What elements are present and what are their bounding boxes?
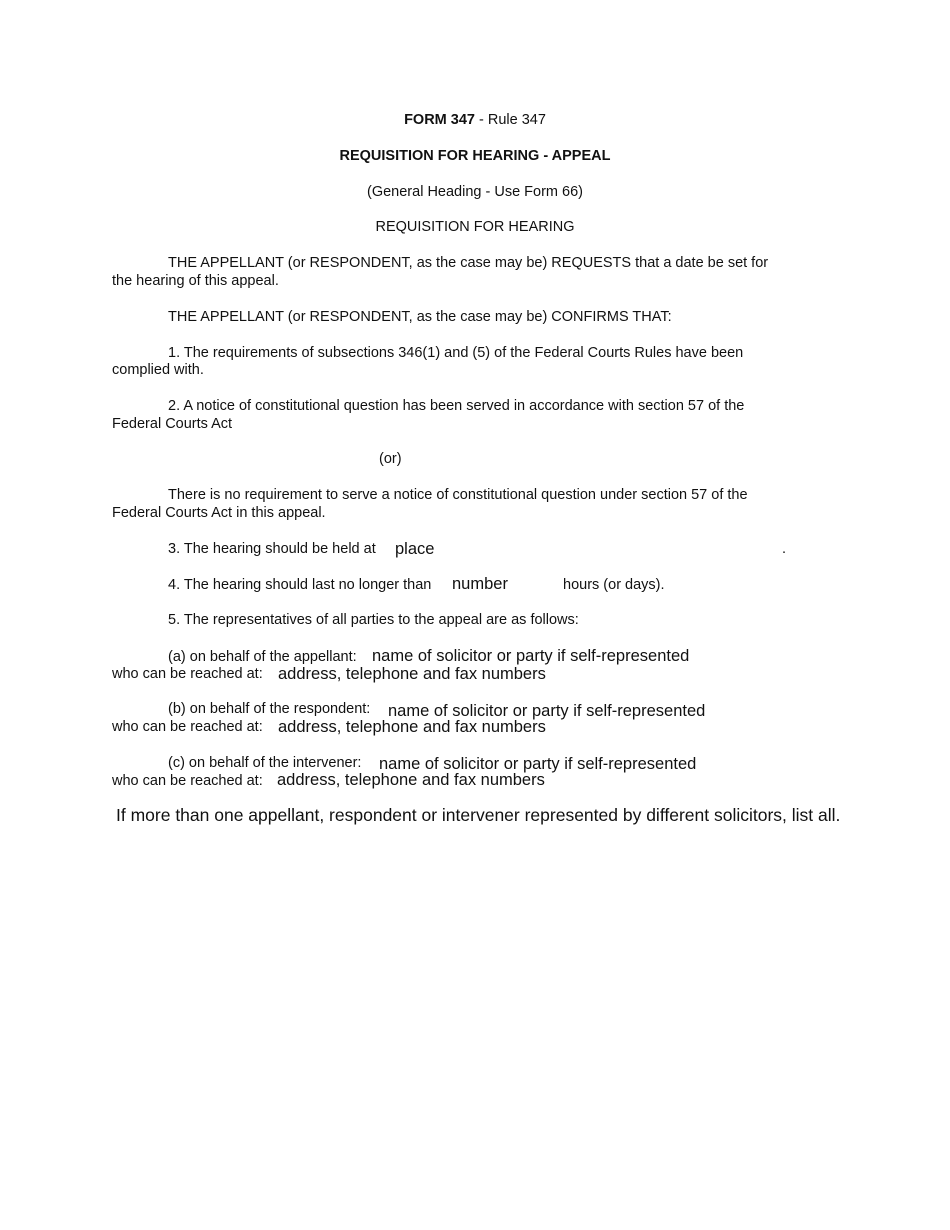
appellant-reach-label: who can be reached at: xyxy=(112,666,263,682)
number-field[interactable]: number xyxy=(452,575,508,593)
respondent-label: (b) on behalf of the respondent: xyxy=(168,701,371,717)
request-paragraph-line1: THE APPELLANT (or RESPONDENT, as the case may be) REQUESTS that a date be set for xyxy=(168,255,769,271)
item4-unit: hours (or days). xyxy=(563,577,665,593)
form-title: REQUISITION FOR HEARING - APPEAL xyxy=(339,148,611,164)
form-number: FORM 347 xyxy=(404,112,475,128)
item5: 5. The representatives of all parties to the appeal are as follows: xyxy=(168,612,579,628)
item3-period: . xyxy=(782,541,787,557)
place-field[interactable]: place xyxy=(395,540,435,558)
form-rule: - Rule 347 xyxy=(474,112,546,128)
respondent-reach-label: who can be reached at: xyxy=(112,719,263,735)
alt-item2-line1: There is no requirement to serve a notice of constitutional question under section 57 of the xyxy=(168,487,748,503)
respondent-name-field[interactable]: name of solicitor or party if self-represented xyxy=(388,702,706,720)
alt-item2-line2: Federal Courts Act in this appeal. xyxy=(112,505,326,521)
request-paragraph-line2: the hearing of this appeal. xyxy=(112,273,279,289)
item4-label: 4. The hearing should last no longer than xyxy=(168,577,432,593)
respondent-contact-field[interactable]: address, telephone and fax numbers xyxy=(278,718,546,736)
form-heading xyxy=(0,111,950,129)
appellant-contact-field[interactable]: address, telephone and fax numbers xyxy=(278,665,546,683)
intervener-label: (c) on behalf of the intervener: xyxy=(168,755,362,771)
item2-line1: 2. A notice of constitutional question has been served in accordance with section 57 of the xyxy=(168,398,745,414)
intervener-contact-field[interactable]: address, telephone and fax numbers xyxy=(277,771,545,789)
appellant-label: (a) on behalf of the appellant: xyxy=(168,649,357,665)
or-separator: (or) xyxy=(379,451,402,467)
intervener-reach-label: who can be reached at: xyxy=(112,773,263,789)
confirms-statement: THE APPELLANT (or RESPONDENT, as the case may be) CONFIRMS THAT: xyxy=(168,309,672,325)
item1-line2: complied with. xyxy=(112,362,204,378)
intervener-name-field[interactable]: name of solicitor or party if self-represented xyxy=(379,755,697,773)
item3-label: 3. The hearing should be held at xyxy=(168,541,376,557)
item1-line1: 1. The requirements of subsections 346(1) and (5) of the Federal Courts Rules have been xyxy=(168,345,744,361)
form-subtitle: REQUISITION FOR HEARING xyxy=(375,219,575,235)
appellant-name-field[interactable]: name of solicitor or party if self-represented xyxy=(372,647,690,665)
general-heading: (General Heading - Use Form 66) xyxy=(367,184,583,200)
item2-line2: Federal Courts Act xyxy=(112,416,233,432)
multiple-parties-note: If more than one appellant, respondent or intervener represented by different solicitors, list all. xyxy=(116,805,841,825)
